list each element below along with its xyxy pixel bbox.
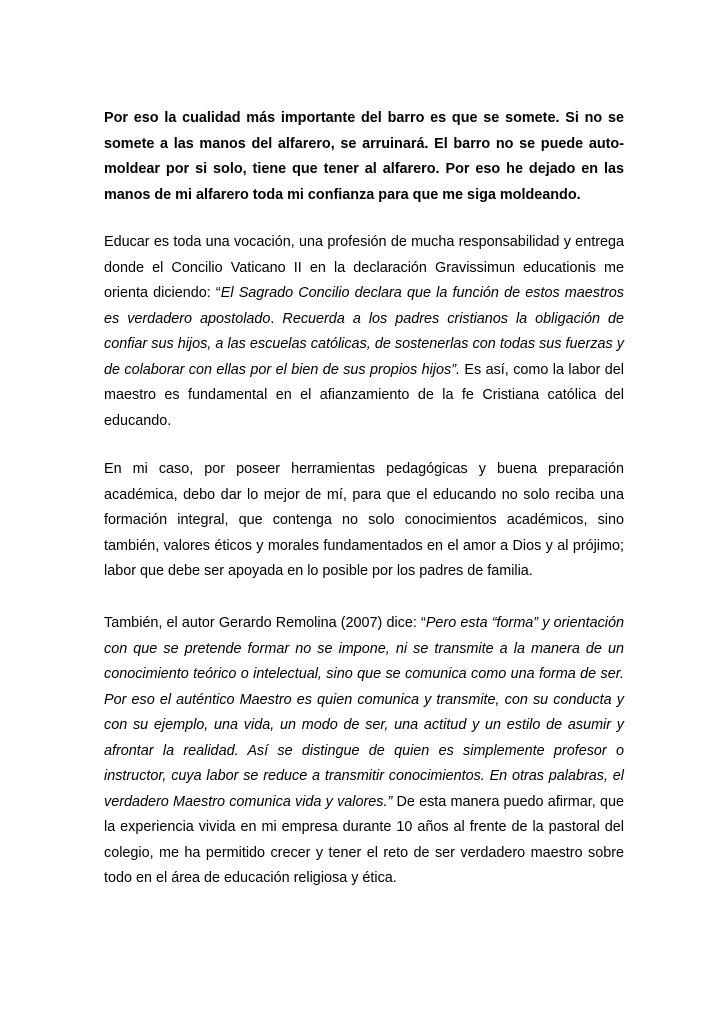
- paragraph-remolina-quote: Pero esta “forma” y orientación con que se pretende formar no se impone, ni se transmite a la manera de un conocimiento teórico o intelectual, sino que se comunica como una forma de ser. Por eso el auténtico Maestro es quien comunica y transmite, con su conducta y con su ejemplo, una vida, un modo de ser, una actitud y un estilo de asumir y afrontar la realidad. Así se distingue de quien es simplemente profesor o instructor, cuya labor se reduce a transmitir conocimientos. En otras palabras, el verdadero Maestro comunica vida y valores.”: [104, 615, 624, 810]
- paragraph-mi-caso: En mi caso, por poseer herramientas pedagógicas y buena preparación académica, debo dar lo mejor de mí, para que el educando no solo reciba una formación integral, que contenga no solo conocimientos académicos, sino también, valores éticos y morales fundamentados en el amor a Dios y al prójimo; labor que debe ser apoyada en lo posible por los padres de familia.: [104, 461, 624, 579]
- paragraph-remolina-lead: También, el autor Gerardo Remolina (2007) dice: “: [104, 615, 426, 631]
- paragraph-alfarero: Por eso la cualidad más importante del barro es que se somete. Si no se somete a las manos del alfarero, se arruinará. El barro no se puede auto-moldear por si solo, tiene que tener al alfarero. Por eso he dejado en las manos de mi alfarero toda mi confianza para que me siga moldeando.: [104, 110, 624, 203]
- paragraph-educar-lead: Educar es toda una vocación, una profesión de mucha responsabilidad y entrega donde el Concilio Vaticano II en la declaración Gravissimun educationis me orienta diciendo: “: [104, 234, 624, 301]
- paragraph-educar-quote: El Sagrado Concilio declara que la función de estos maestros es verdadero apostolado: [104, 285, 624, 327]
- paragraph-remolina: [104, 611, 624, 892]
- paragraph-educar-quote-2: Recuerda a los padres cristianos la obligación de confiar sus hijos, a las escuelas católicas, de sostenerlas con todas sus fuerzas y de colaborar con ellas por el bien de sus propios hijos”.: [104, 310, 624, 378]
- paragraph-educar: [104, 230, 624, 434]
- paragraph-educar-mid: .: [270, 310, 283, 327]
- paragraph-educar-tail: Es así, como la labor del maestro es fundamental en el afianzamiento de la fe Cristiana católica del educando.: [104, 361, 624, 429]
- paragraph-remolina-tail: De esta manera puedo afirmar, que la experiencia vivida en mi empresa durante 10 años al frente de la pastoral del colegio, me ha permitido crecer y tener el reto de ser verdadero maestro sobre todo en el área de educación religiosa y ética.: [104, 793, 624, 886]
